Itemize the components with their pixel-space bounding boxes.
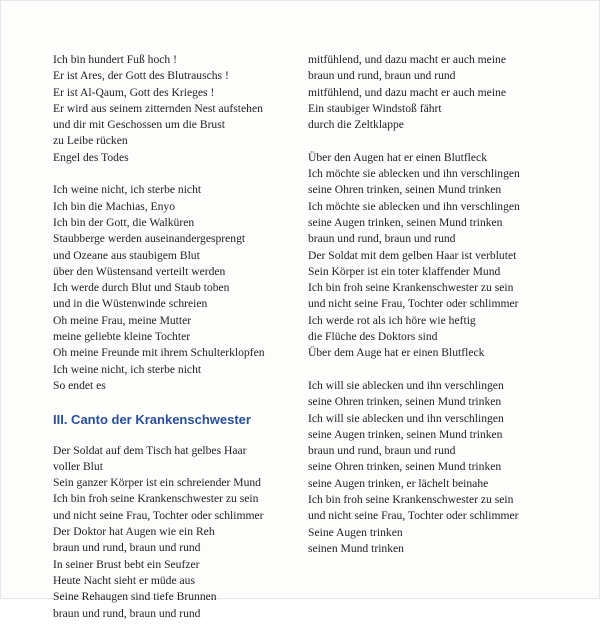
stanza — [53, 443, 298, 622]
verse-line: Er wird aus seinem zitternden Nest aufstehen — [53, 101, 263, 115]
verse-line: seine Ohren trinken, seinen Mund trinken — [308, 183, 502, 197]
verse-line: Ich weine nicht, ich sterbe nicht — [53, 362, 202, 376]
verse-line: Oh meine Frau, meine Mutter — [53, 313, 192, 327]
stanza — [308, 150, 553, 362]
verse-line: die Flüche des Doktors sind — [308, 330, 438, 344]
verse-line: Staubberge werden auseinandergesprengt — [53, 232, 246, 246]
verse-line: mitfühlend, und dazu macht er auch meine — [308, 85, 506, 99]
verse-line: braun und rund, braun und rund — [53, 606, 201, 620]
verse-line: braun und rund, braun und rund — [308, 444, 456, 458]
verse-line: Ich bin hundert Fuß hoch ! — [53, 53, 177, 66]
verse-line: Ich will sie ablecken und ihn verschlingen — [308, 411, 504, 425]
verse-line: seine Augen trinken, seinen Mund trinken — [308, 215, 503, 229]
verse-line: seine Ohren trinken, seinen Mund trinken — [308, 460, 502, 474]
verse-line: und in die Wüstenwinde schreien — [53, 297, 208, 311]
stanza — [53, 52, 298, 166]
verse-line: Heute Nacht sieht er müde aus — [53, 573, 195, 587]
verse-line: Ich bin die Machias, Enyo — [53, 199, 176, 213]
verse-line: und nicht seine Frau, Tochter oder schlimmer — [308, 509, 519, 523]
verse-line: Ich weine nicht, ich sterbe nicht — [53, 183, 202, 197]
verse-line: Über den Augen hat er einen Blutfleck — [308, 150, 487, 164]
verse-line: Ein staubiger Windstoß fährt — [308, 101, 442, 115]
verse-line: Engel des Todes — [53, 150, 129, 164]
stanza — [308, 52, 553, 133]
verse-line: Seine Rehaugen sind tiefe Brunnen — [53, 590, 217, 604]
verse-line: Er ist Al-Qaum, Gott des Krieges ! — [53, 85, 215, 99]
verse-line: In seiner Brust bebt ein Seufzer — [53, 557, 200, 571]
verse-line: Ich bin froh seine Krankenschwester zu sein — [308, 281, 514, 295]
verse-line: Ich bin froh seine Krankenschwester zu sein — [308, 493, 514, 507]
stanza — [308, 378, 553, 557]
verse-line: Der Soldat auf dem Tisch hat gelbes Haar — [53, 443, 247, 457]
verse-line: Ich bin der Gott, die Walküren — [53, 215, 195, 229]
verse-line: zu Leibe rücken — [53, 134, 128, 148]
verse-line: und nicht seine Frau, Tochter oder schlimmer — [53, 508, 264, 522]
verse-line: durch die Zeltklappe — [308, 118, 404, 132]
verse-line: Oh meine Freunde mit ihrem Schulterklopfen — [53, 346, 265, 360]
left-column — [53, 52, 298, 638]
verse-line: Er ist Ares, der Gott des Blutrauschs ! — [53, 69, 229, 83]
verse-line: seinen Mund trinken — [308, 541, 404, 555]
verse-line: Ich will sie ablecken und ihn verschlingen — [308, 378, 504, 392]
verse-line: seine Augen trinken, seinen Mund trinken — [308, 427, 503, 441]
verse-line: und nicht seine Frau, Tochter oder schlimmer — [308, 297, 519, 311]
verse-line: und Ozeane aus staubigem Blut — [53, 248, 200, 262]
verse-line: braun und rund, braun und rund — [53, 541, 201, 555]
section-heading: III. Canto der Krankenschwester — [53, 411, 251, 427]
verse-line: über den Wüstensand verteilt werden — [53, 264, 226, 278]
verse-line: seine Augen trinken, er lächelt beinahe — [308, 476, 489, 490]
verse-line: seine Ohren trinken, seinen Mund trinken — [308, 395, 502, 409]
right-column — [308, 52, 553, 574]
verse-line: Ich möchte sie ablecken und ihn verschlingen — [308, 199, 520, 213]
verse-line: voller Blut — [53, 459, 103, 473]
verse-line: Der Soldat mit dem gelben Haar ist verblutet — [308, 248, 517, 262]
verse-line: braun und rund, braun und rund — [308, 232, 456, 246]
verse-line: Über dem Auge hat er einen Blutfleck — [308, 346, 485, 360]
verse-line: mitfühlend, und dazu macht er auch meine — [308, 53, 506, 66]
verse-line: Seine Augen trinken — [308, 525, 403, 539]
verse-line: und dir mit Geschossen um die Brust — [53, 118, 225, 132]
verse-line: braun und rund, braun und rund — [308, 69, 456, 83]
verse-line: Der Doktor hat Augen wie ein Reh — [53, 525, 215, 539]
verse-line: Sein Körper ist ein toter klaffender Mund — [308, 264, 501, 278]
stanza — [53, 182, 298, 394]
verse-line: meine geliebte kleine Tochter — [53, 330, 191, 344]
verse-line: Sein ganzer Körper ist ein schreiender Mund — [53, 476, 261, 490]
verse-line: So endet es — [53, 378, 106, 392]
verse-line: Ich möchte sie ablecken und ihn verschlingen — [308, 167, 520, 181]
verse-line: Ich werde durch Blut und Staub toben — [53, 281, 230, 295]
verse-line: Ich bin froh seine Krankenschwester zu sein — [53, 492, 259, 506]
verse-line: Ich werde rot als ich höre wie heftig — [308, 313, 476, 327]
